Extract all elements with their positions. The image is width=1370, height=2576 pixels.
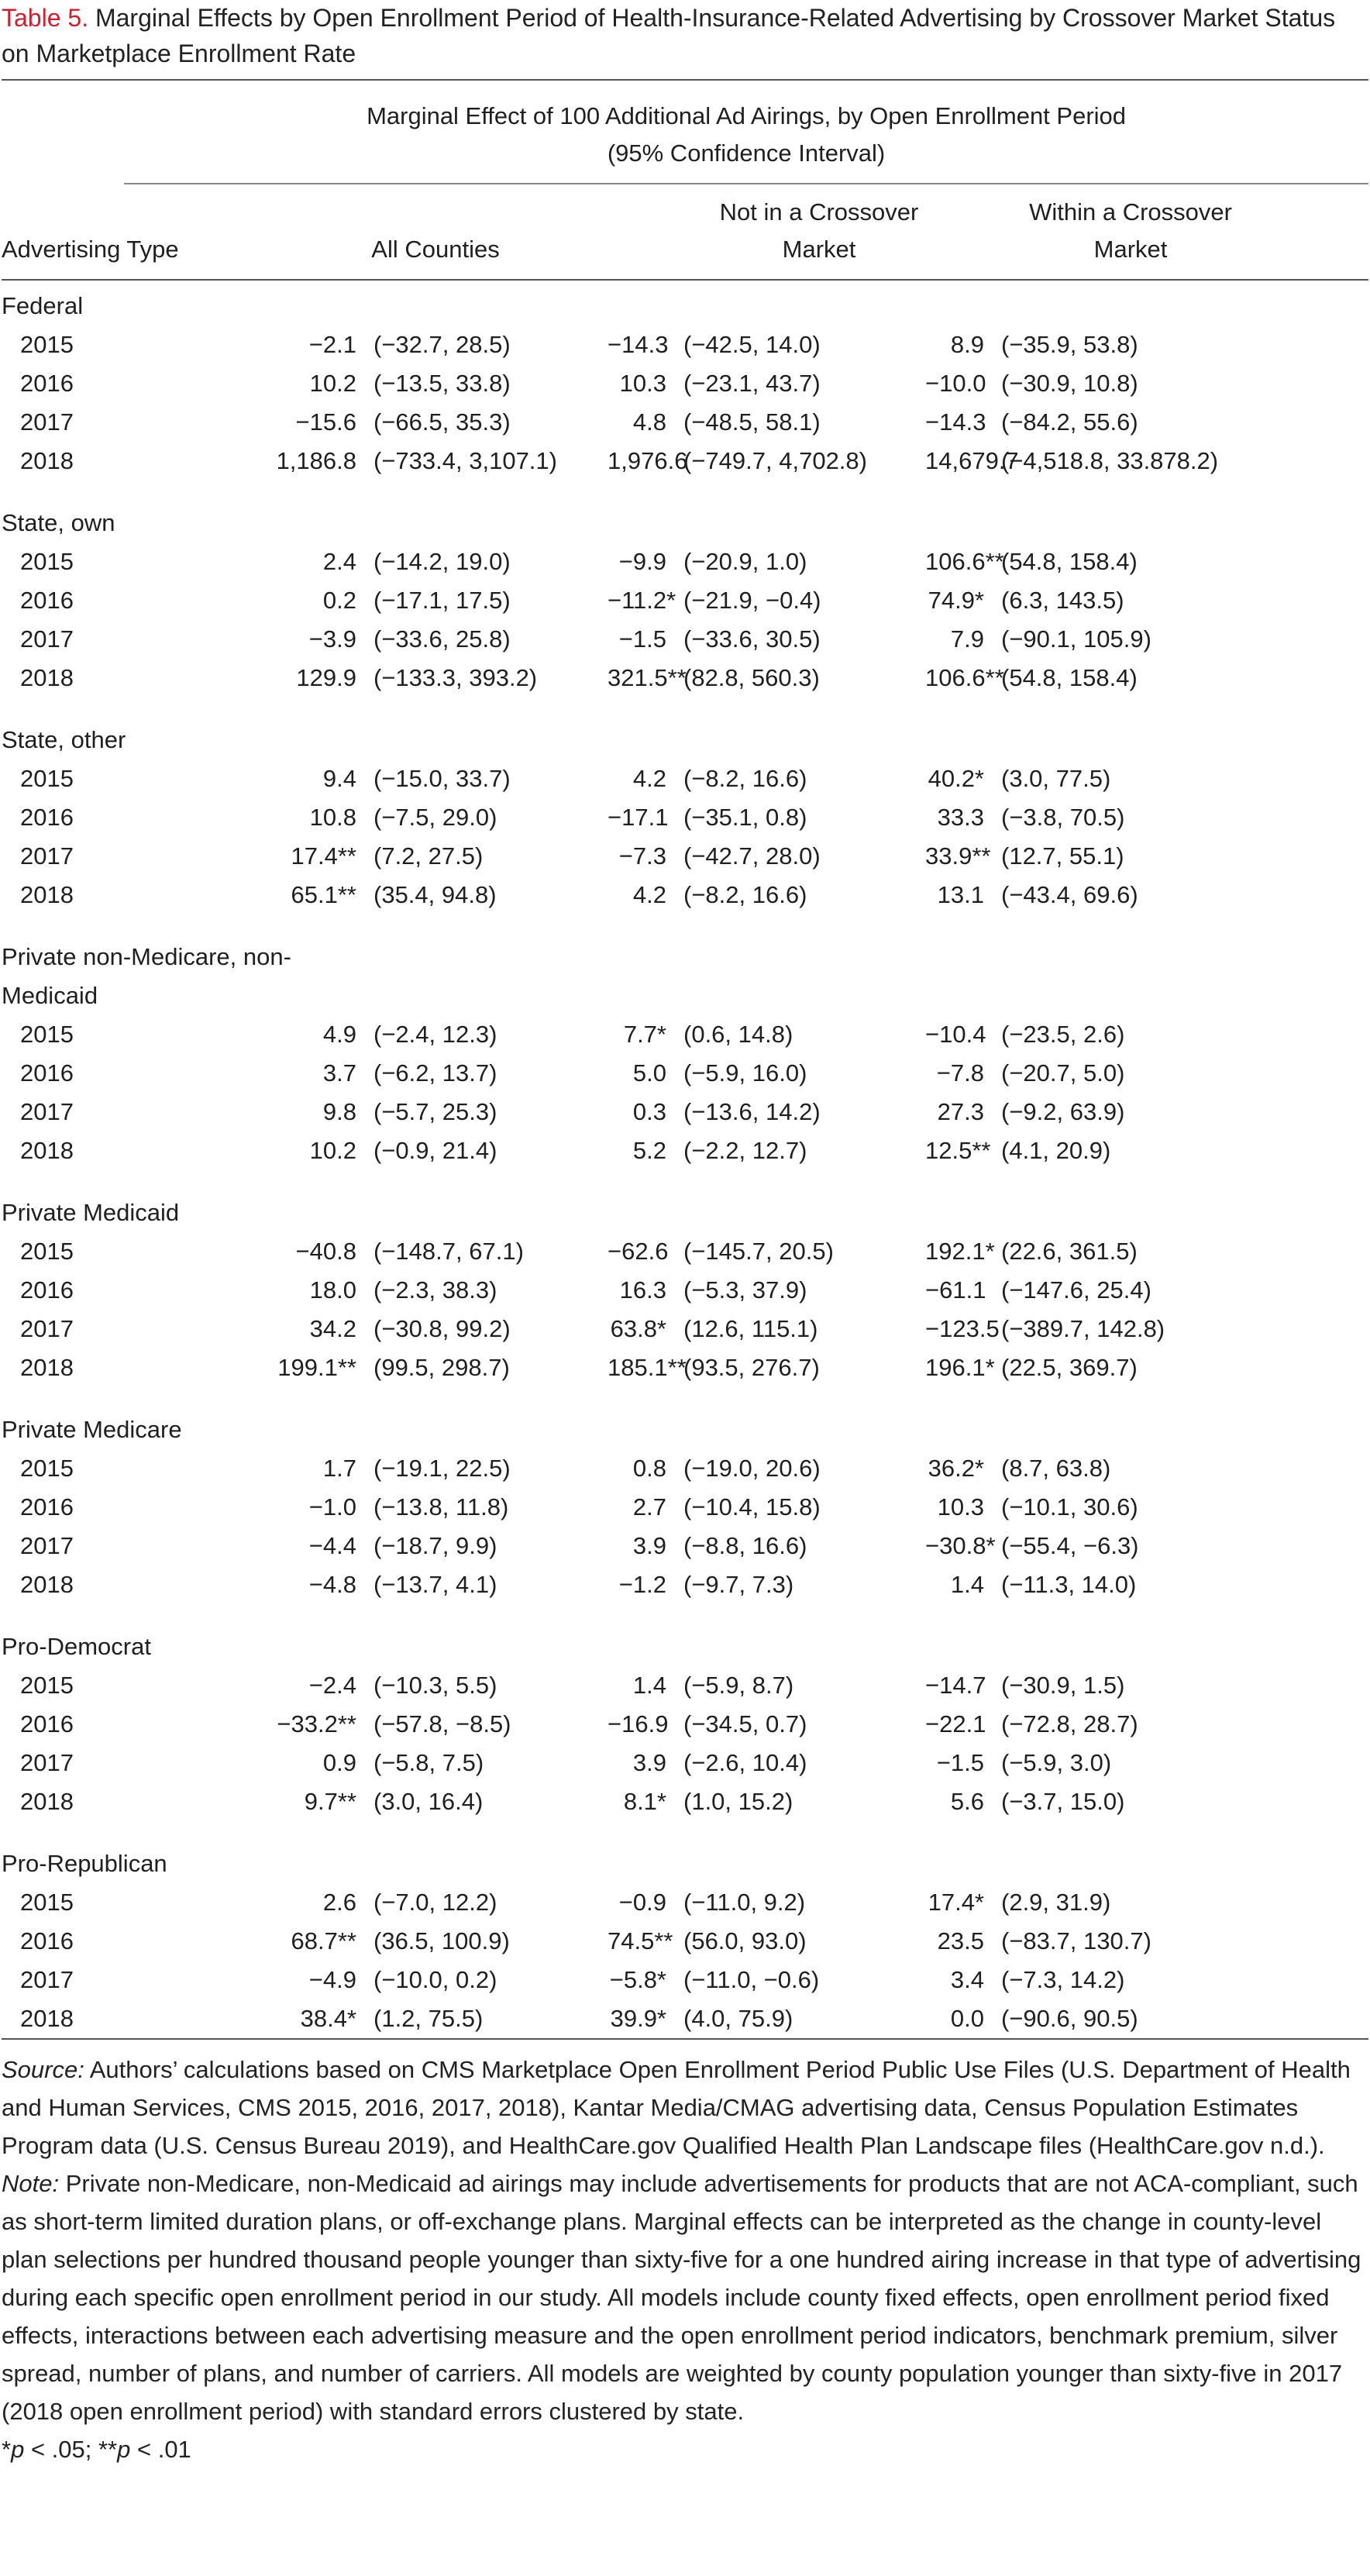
within-crossover-ci-cell: (−30.9, 10.8) [1001,370,1138,397]
not-crossover-estimate-cell: −14.3 [608,331,669,358]
table-row [2,1527,1368,1565]
within-crossover-estimate-cell: −61.1 [925,1276,986,1303]
within-crossover-ci-cell: (−72.8, 28.7) [1001,1710,1138,1737]
not-crossover-ci-cell: (−10.4, 15.8) [683,1493,821,1520]
within-crossover-estimate-cell: 10.3 [937,1493,984,1520]
table-row [2,1310,1368,1348]
all-ci-cell: (−7.5, 29.0) [373,804,497,831]
spanner-row [2,80,1368,184]
year-cell: 2016 [20,1927,74,1954]
within-crossover-estimate-cell: −14.3 [925,408,986,436]
within-crossover-ci-cell: (2.9, 31.9) [1001,1889,1111,1916]
not-crossover-estimate-cell: 4.2 [632,765,666,792]
within-crossover-ci-cell: (54.8, 158.4) [1001,548,1138,575]
all-estimate-cell: 1.7 [322,1455,356,1482]
all-ci-cell: (3.0, 16.4) [373,1788,484,1815]
not-crossover-estimate-cell: 2.7 [632,1493,666,1520]
table-row [2,542,1368,581]
year-cell: 2016 [20,804,74,831]
table-row [2,1565,1368,1604]
within-crossover-ci-cell: (6.3, 143.5) [1001,587,1124,614]
not-crossover-ci-cell: (−5.3, 37.9) [683,1276,807,1303]
not-crossover-estimate-cell: 3.9 [632,1532,666,1559]
table-row [2,364,1368,403]
all-estimate-cell: −2.4 [308,1672,356,1699]
within-crossover-estimate-cell: 12.5** [925,1137,991,1164]
all-ci-cell: (−33.6, 25.8) [373,625,511,653]
all-estimate-cell: 18.0 [309,1276,356,1303]
not-crossover-estimate-cell: 185.1** [608,1354,687,1381]
not-crossover-ci-cell: (0.6, 14.8) [683,1021,793,1048]
all-ci-cell: (−10.0, 0.2) [373,1966,497,1993]
within-crossover-estimate-cell: 196.1* [925,1354,995,1381]
within-crossover-estimate-cell: 192.1* [925,1238,995,1265]
all-estimate-cell: 1,186.8 [276,447,356,474]
year-cell: 2017 [20,625,74,653]
table-label: Table 5. [2,4,89,32]
within-crossover-ci-cell: (54.8, 158.4) [1001,664,1138,691]
table-caption [2,0,1367,71]
not-crossover-ci-cell: (−33.6, 30.5) [683,625,821,653]
not-crossover-estimate-cell: 5.0 [632,1059,666,1087]
all-estimate-cell: −1.0 [308,1493,356,1520]
all-estimate-cell: −40.8 [295,1238,356,1265]
all-estimate-cell: 9.4 [322,765,356,792]
all-ci-cell: (−66.5, 35.3) [373,408,511,436]
not-crossover-estimate-cell: 5.2 [632,1137,666,1164]
within-crossover-estimate-cell: −22.1 [925,1710,986,1737]
not-crossover-ci-cell: (−749.7, 4,702.8) [683,447,867,474]
year-cell: 2018 [20,1571,74,1598]
not-crossover-ci-cell: (−11.0, 9.2) [683,1889,806,1916]
col-header-advertising-type: Advertising Type [2,236,179,263]
all-ci-cell: (−7.0, 12.2) [373,1889,497,1916]
year-cell: 2015 [20,1889,74,1916]
all-estimate-cell: −4.8 [308,1571,356,1598]
table-row [2,1015,1368,1054]
all-estimate-cell: 10.2 [309,370,356,397]
not-crossover-ci-cell: (−5.9, 8.7) [683,1672,794,1699]
all-ci-cell: (−5.7, 25.3) [373,1098,497,1125]
source-text: Authors’ calculations based on CMS Marketplace Open Enrollment Period Public Use Files (U.S. Department of Health and Human Services, CMS 2015, 2016, 2017, 2018), Kantar Media/CMAG advertising data, Census Population Estimates Program data (U.S. Census Bureau 2019), and HealthCare.gov Qualified Health Plan Landscape files (HealthCare.gov n.d.). [2,2056,1351,2159]
not-crossover-estimate-cell: 39.9* [610,2005,666,2032]
group-header-row [2,697,1368,759]
all-estimate-cell: 0.2 [322,587,356,614]
general-note [2,2164,1367,2430]
spanner-line-2: (95% Confidence Interval) [607,139,886,167]
table-body [2,280,1368,2039]
year-cell: 2015 [20,1238,74,1265]
year-cell: 2017 [20,1532,74,1559]
year-cell: 2018 [20,1137,74,1164]
all-ci-cell: (−57.8, −8.5) [373,1710,511,1737]
table-row [2,620,1368,659]
all-ci-cell: (−10.3, 5.5) [373,1672,497,1699]
not-crossover-ci-cell: (−48.5, 58.1) [683,408,821,436]
within-crossover-ci-cell: (−23.5, 2.6) [1001,1021,1125,1048]
spanner-header [124,80,1368,184]
not-crossover-estimate-cell: 74.5** [608,1927,673,1954]
group-label: Private Medicare [2,1416,182,1443]
all-estimate-cell: 17.4** [291,842,356,870]
all-ci-cell: (−148.7, 67.1) [373,1238,524,1265]
within-crossover-estimate-cell: −30.8* [925,1532,996,1559]
significance-note: *p < .05; **p < .01 [2,2436,191,2463]
within-crossover-estimate-cell: 17.4* [928,1889,984,1916]
not-crossover-ci-cell: (−23.1, 43.7) [683,370,821,397]
within-crossover-ci-cell: (−43.4, 69.6) [1001,881,1138,908]
col-header-within-line-1: Within a Crossover [1029,198,1232,226]
within-crossover-estimate-cell: −10.0 [925,370,986,397]
results-table [2,79,1368,2040]
within-crossover-ci-cell: (−3.7, 15.0) [1001,1788,1125,1815]
not-crossover-ci-cell: (−8.2, 16.6) [683,765,807,792]
table-row [2,1999,1368,2039]
not-crossover-ci-cell: (−21.9, −0.4) [683,587,821,614]
all-ci-cell: (−6.2, 13.7) [373,1059,497,1087]
group-label: Pro-Democrat [2,1633,151,1660]
not-crossover-ci-cell: (−34.5, 0.7) [683,1710,807,1737]
not-crossover-ci-cell: (−8.8, 16.6) [683,1532,807,1559]
table-row [2,1348,1368,1387]
within-crossover-estimate-cell: −10.4 [925,1021,986,1048]
all-ci-cell: (−2.4, 12.3) [373,1021,497,1048]
all-estimate-cell: 4.9 [322,1021,356,1048]
group-label: State, other [2,726,126,753]
not-crossover-estimate-cell: −7.3 [618,842,666,870]
within-crossover-ci-cell: (−7.3, 14.2) [1001,1966,1125,1993]
within-crossover-ci-cell: (−9.2, 63.9) [1001,1098,1125,1125]
within-crossover-ci-cell: (−147.6, 25.4) [1001,1276,1151,1303]
year-cell: 2015 [20,1672,74,1699]
group-label: Pro-Republican [2,1850,167,1877]
within-crossover-estimate-cell: 23.5 [937,1927,984,1954]
not-crossover-estimate-cell: 8.1* [623,1788,666,1815]
all-estimate-cell: −4.9 [308,1966,356,1993]
not-crossover-estimate-cell: −0.9 [618,1889,666,1916]
all-ci-cell: (1.2, 75.5) [373,2005,484,2032]
year-cell: 2017 [20,1749,74,1776]
within-crossover-ci-cell: (8.7, 63.8) [1001,1455,1111,1482]
year-cell: 2015 [20,765,74,792]
within-crossover-estimate-cell: −14.7 [925,1672,986,1699]
within-crossover-ci-cell: (−90.6, 90.5) [1001,2005,1138,2032]
all-ci-cell: (−5.8, 7.5) [373,1749,484,1776]
year-cell: 2015 [20,331,74,358]
all-ci-cell: (−133.3, 393.2) [373,664,538,691]
year-cell: 2016 [20,1493,74,1520]
not-crossover-ci-cell: (4.0, 75.9) [683,2005,793,2032]
col-header-all-counties: All Counties [371,236,500,263]
not-crossover-estimate-cell: 10.3 [619,370,666,397]
within-crossover-ci-cell: (22.6, 361.5) [1001,1238,1138,1265]
all-ci-cell: (−30.8, 99.2) [373,1315,511,1342]
not-crossover-ci-cell: (12.6, 115.1) [683,1315,818,1342]
not-crossover-estimate-cell: 63.8* [610,1315,666,1342]
table-row [2,1666,1368,1705]
within-crossover-estimate-cell: 106.6** [925,548,1004,575]
table-row [2,325,1368,364]
table-row [2,1922,1368,1961]
not-crossover-ci-cell: (93.5, 276.7) [683,1354,820,1381]
all-estimate-cell: 129.9 [296,664,356,691]
within-crossover-estimate-cell: 13.1 [937,881,984,908]
not-crossover-estimate-cell: 0.8 [632,1455,666,1482]
not-crossover-ci-cell: (−8.2, 16.6) [683,881,807,908]
year-cell: 2016 [20,1059,74,1087]
group-header-row [2,1387,1368,1449]
year-cell: 2015 [20,1021,74,1048]
not-crossover-ci-cell: (−13.6, 14.2) [683,1098,821,1125]
all-ci-cell: (−15.0, 33.7) [373,765,511,792]
col-header-not-line-1: Not in a Crossover [719,198,919,226]
within-crossover-estimate-cell: 27.3 [937,1098,984,1125]
within-crossover-estimate-cell: 14,679.7 [925,447,1019,474]
not-crossover-estimate-cell: 4.2 [632,881,666,908]
not-crossover-ci-cell: (56.0, 93.0) [683,1927,807,1954]
not-crossover-estimate-cell: −1.2 [618,1571,666,1598]
all-estimate-cell: 2.4 [322,548,356,575]
not-crossover-estimate-cell: 16.3 [619,1276,666,1303]
all-ci-cell: (35.4, 94.8) [373,881,497,908]
group-header-row [2,914,1368,1015]
all-estimate-cell: −3.9 [308,625,356,653]
all-ci-cell: (99.5, 298.7) [373,1354,510,1381]
within-crossover-ci-cell: (−3.8, 70.5) [1001,804,1125,831]
table-row [2,1744,1368,1782]
year-cell: 2018 [20,2005,74,2032]
table-row [2,403,1368,442]
all-ci-cell: (−0.9, 21.4) [373,1137,497,1164]
not-crossover-ci-cell: (82.8, 560.3) [683,664,820,691]
not-crossover-ci-cell: (−145.7, 20.5) [683,1238,834,1265]
year-cell: 2016 [20,1276,74,1303]
table-row [2,1782,1368,1821]
not-crossover-estimate-cell: −17.1 [608,804,669,831]
not-crossover-ci-cell: (−11.0, −0.6) [683,1966,820,1993]
not-crossover-ci-cell: (−2.2, 12.7) [683,1137,807,1164]
group-header-row [2,280,1368,325]
group-header-row [2,480,1368,542]
not-crossover-ci-cell: (−2.6, 10.4) [683,1749,807,1776]
all-ci-cell: (−32.7, 28.5) [373,331,511,358]
not-crossover-estimate-cell: 321.5** [608,664,687,691]
all-estimate-cell: 9.8 [322,1098,356,1125]
not-crossover-estimate-cell: 4.8 [632,408,666,436]
table-row [2,876,1368,914]
group-header-row [2,1821,1368,1883]
table-row [2,1961,1368,1999]
all-ci-cell: (−13.8, 11.8) [373,1493,509,1520]
within-crossover-ci-cell: (−11.3, 14.0) [1001,1571,1137,1598]
within-crossover-estimate-cell: 0.0 [950,2005,984,2032]
all-ci-cell: (−733.4, 3,107.1) [373,447,557,474]
group-header-row [2,1170,1368,1232]
year-cell: 2015 [20,548,74,575]
not-crossover-estimate-cell: −1.5 [618,625,666,653]
within-crossover-ci-cell: (−83.7, 130.7) [1001,1927,1151,1954]
all-estimate-cell: 0.9 [322,1749,356,1776]
not-crossover-ci-cell: (−42.5, 14.0) [683,331,821,358]
not-crossover-ci-cell: (−9.7, 7.3) [683,1571,794,1598]
within-crossover-ci-cell: (−90.1, 105.9) [1001,625,1151,653]
year-cell: 2016 [20,1710,74,1737]
within-crossover-ci-cell: (−35.9, 53.8) [1001,331,1138,358]
all-estimate-cell: 199.1** [277,1354,356,1381]
within-crossover-ci-cell: (−389.7, 142.8) [1001,1315,1165,1342]
all-ci-cell: (−13.5, 33.8) [373,370,511,397]
not-crossover-estimate-cell: −5.8* [609,1966,666,1993]
all-ci-cell: (−2.3, 38.3) [373,1276,497,1303]
year-cell: 2018 [20,447,74,474]
within-crossover-estimate-cell: 1.4 [950,1571,984,1598]
not-crossover-estimate-cell: 1,976.6 [608,447,688,474]
group-label: Private Medicaid [2,1199,180,1226]
all-estimate-cell: −15.6 [295,408,356,436]
all-estimate-cell: 10.8 [309,804,356,831]
year-cell: 2017 [20,1966,74,1993]
not-crossover-ci-cell: (−35.1, 0.8) [683,804,807,831]
year-cell: 2018 [20,1788,74,1815]
all-ci-cell: (−17.1, 17.5) [373,587,511,614]
table-row [2,1488,1368,1527]
year-cell: 2017 [20,842,74,870]
all-estimate-cell: 65.1** [291,881,356,908]
table-row [2,759,1368,798]
within-crossover-estimate-cell: 40.2* [928,765,984,792]
all-estimate-cell: 9.7** [304,1788,356,1815]
year-cell: 2017 [20,408,74,436]
not-crossover-ci-cell: (−5.9, 16.0) [683,1059,807,1087]
within-crossover-estimate-cell: 36.2* [928,1455,984,1482]
column-header-row [2,184,1368,280]
all-estimate-cell: −4.4 [308,1532,356,1559]
not-crossover-estimate-cell: 1.4 [632,1672,666,1699]
all-estimate-cell: 3.7 [322,1059,356,1087]
not-crossover-estimate-cell: −16.9 [608,1710,669,1737]
col-header-not-crossover [676,184,993,280]
table-row [2,442,1368,480]
table-title: Marginal Effects by Open Enrollment Period of Health-Insurance-Related Advertising by Crossover Market Status on Marketplace Enrollment Rate [2,4,1336,67]
all-estimate-cell: 34.2 [309,1315,356,1342]
year-cell: 2015 [20,1455,74,1482]
all-estimate-cell: 68.7** [291,1927,356,1954]
table-row [2,1054,1368,1093]
within-crossover-ci-cell: (−20.7, 5.0) [1001,1059,1125,1087]
col-header-within-line-2: Market [1093,236,1168,263]
year-cell: 2018 [20,664,74,691]
year-cell: 2017 [20,1315,74,1342]
within-crossover-estimate-cell: 106.6** [925,664,1004,691]
within-crossover-estimate-cell: −7.8 [936,1059,984,1087]
table-row [2,581,1368,620]
within-crossover-ci-cell: (−84.2, 55.6) [1001,408,1138,436]
within-crossover-ci-cell: (4.1, 20.9) [1001,1137,1111,1164]
year-cell: 2016 [20,587,74,614]
all-ci-cell: (7.2, 27.5) [373,842,484,870]
within-crossover-ci-cell: (12.7, 55.1) [1001,842,1124,870]
table-row [2,1449,1368,1488]
group-label: Private non-Medicare, non-Medicaid [2,943,291,1009]
within-crossover-estimate-cell: 33.9** [925,842,991,870]
table-row [2,798,1368,837]
col-header-not-line-2: Market [782,236,856,263]
within-crossover-ci-cell: (−10.1, 30.6) [1001,1493,1138,1520]
source-note [2,2051,1367,2164]
note-label: Note: [2,2170,60,2197]
within-crossover-estimate-cell: 5.6 [950,1788,984,1815]
not-crossover-ci-cell: (−20.9, 1.0) [683,548,807,575]
group-label: State, own [2,509,115,536]
table-row [2,1705,1368,1744]
all-estimate-cell: −33.2** [277,1710,356,1737]
within-crossover-estimate-cell: 3.4 [950,1966,984,1993]
table-row [2,1232,1368,1271]
group-label: Federal [2,292,84,319]
within-crossover-estimate-cell: −123.5 [925,1315,1000,1342]
not-crossover-ci-cell: (−19.0, 20.6) [683,1455,821,1482]
within-crossover-ci-cell: (−5.9, 3.0) [1001,1749,1112,1776]
table-row [2,1883,1368,1922]
not-crossover-ci-cell: (−42.7, 28.0) [683,842,821,870]
not-crossover-estimate-cell: −62.6 [608,1238,669,1265]
table-row [2,837,1368,876]
not-crossover-estimate-cell: 3.9 [632,1749,666,1776]
group-header-row [2,1604,1368,1666]
year-cell: 2016 [20,370,74,397]
within-crossover-estimate-cell: 74.9* [928,587,984,614]
all-ci-cell: (−13.7, 4.1) [373,1571,497,1598]
within-crossover-estimate-cell: −1.5 [936,1749,984,1776]
table-notes [2,2051,1367,2468]
table-row [2,659,1368,697]
all-ci-cell: (−19.1, 22.5) [373,1455,511,1482]
all-ci-cell: (36.5, 100.9) [373,1927,510,1954]
year-cell: 2018 [20,881,74,908]
within-crossover-ci-cell: (−30.9, 1.5) [1001,1672,1125,1699]
within-crossover-ci-cell: (3.0, 77.5) [1001,765,1111,792]
not-crossover-estimate-cell: −9.9 [618,548,666,575]
source-label: Source: [2,2056,84,2083]
all-estimate-cell: 38.4* [300,2005,356,2032]
table-row [2,1271,1368,1310]
within-crossover-estimate-cell: 8.9 [950,331,984,358]
not-crossover-estimate-cell: 7.7* [623,1021,666,1048]
within-crossover-ci-cell: (−55.4, −6.3) [1001,1532,1139,1559]
within-crossover-ci-cell: (−4,518.8, 33.878.2) [1001,447,1219,474]
table-row [2,1093,1368,1131]
note-text: Private non-Medicare, non-Medicaid ad airings may include advertisements for products that are not ACA-compliant, such as short-term limited duration plans, or off-exchange plans. Marginal effects can be interpreted as the change in county-level plan selections per hundred thousand people younger than sixty-five for a one hundred airing increase in that type of advertising during each specific open enrollment period in our study. All models include county fixed effects, open enrollment period fixed effects, interactions between each advertising measure and the open enrollment period indicators, benchmark premium, silver spread, number of plans, and number of carriers. All models are weighted by county population younger than sixty-five in 2017 (2018 open enrollment period) with standard errors clustered by state. [2,2170,1361,2425]
within-crossover-estimate-cell: 7.9 [950,625,984,653]
spanner-line-1: Marginal Effect of 100 Additional Ad Airings, by Open Enrollment Period [367,102,1127,129]
year-cell: 2018 [20,1354,74,1381]
not-crossover-estimate-cell: −11.2* [608,587,676,614]
not-crossover-ci-cell: (1.0, 15.2) [683,1788,793,1815]
all-ci-cell: (−14.2, 19.0) [373,548,511,575]
col-header-within-crossover [993,184,1368,280]
within-crossover-estimate-cell: 33.3 [937,804,984,831]
year-cell: 2017 [20,1098,74,1125]
not-crossover-estimate-cell: 0.3 [632,1098,666,1125]
all-estimate-cell: 10.2 [309,1137,356,1164]
all-ci-cell: (−18.7, 9.9) [373,1532,497,1559]
within-crossover-ci-cell: (22.5, 369.7) [1001,1354,1138,1381]
table-row [2,1131,1368,1170]
all-estimate-cell: −2.1 [308,331,356,358]
all-estimate-cell: 2.6 [322,1889,356,1916]
